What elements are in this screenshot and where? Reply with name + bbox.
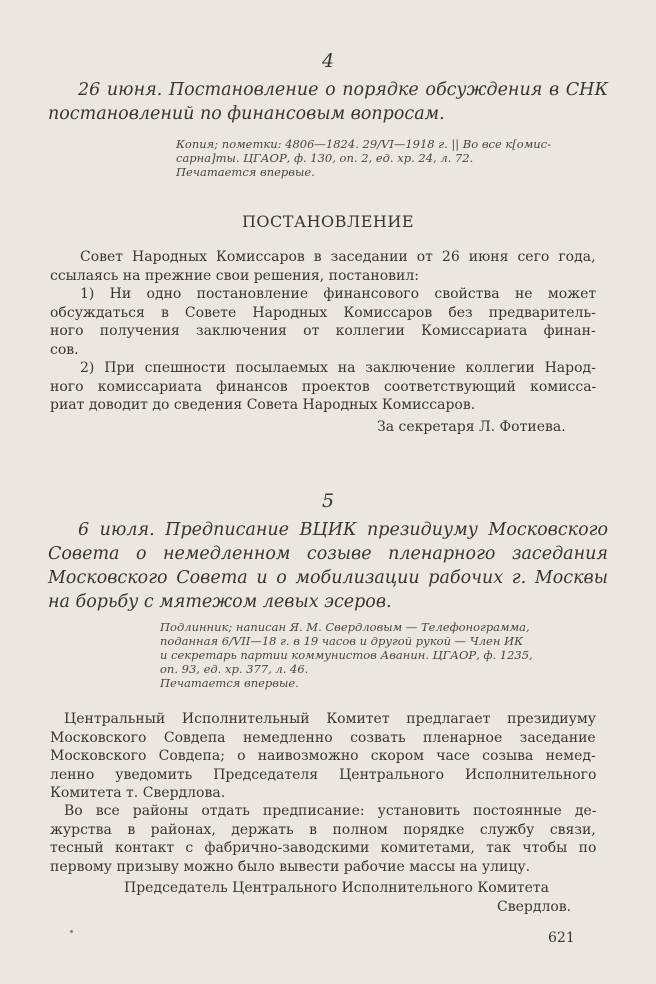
text-line: Комитета т. Свердлова. (50, 785, 226, 802)
source-line: Копия; пометки: 4806—1824. 29/VI—1918 г. || Во все к[омис- (176, 137, 551, 151)
text-line: Московского Совдепа немедленно созвать пленарное заседание (50, 729, 596, 746)
text-line: Московского Совдепа; о наивозможно скором часе созыва немед- (50, 748, 596, 765)
doc5-number: 5 (321, 490, 335, 512)
text-line: 2) При спешности посылаемых на заключение коллегии Народ- (80, 360, 596, 376)
source-line: поданная 6/VII—18 г. в 19 часов и другой рукой — Член ИК (160, 634, 524, 648)
text-line: ленно уведомить Председателя Центрального Исполнительного (50, 766, 597, 783)
source-line: Печатается впервые. (176, 165, 315, 179)
source-line: оп. 93, ед. хр. 377, л. 46. (160, 662, 309, 676)
text-line: ссылаясь на прежние свои решения, постановил: (50, 267, 419, 284)
doc5-paragraph-2 (50, 802, 596, 876)
text-line: Во все районы отдать предписание: установить постоянные де- (64, 803, 597, 819)
doc5-source-note (160, 620, 533, 690)
text-line: журства в районах, держать в полном порядке службу связи, (50, 821, 596, 838)
doc4-title: ПОСТАНОВЛЕНИЕ (241, 212, 415, 231)
doc4-paragraph-3 (50, 359, 596, 415)
doc4-paragraph-2 (50, 285, 596, 359)
source-line: сарна]ты. ЦГАОР, ф. 130, оп. 2, ед. хр. 24, л. 72. (176, 151, 474, 165)
text-line: первому призыву можно было вывести рабочие массы на улицу. (50, 858, 531, 875)
text-line: сов. (50, 341, 79, 358)
doc5-signature-title: Председатель Центрального Исполнительного Комитета (124, 880, 550, 896)
doc5-signature-name: Свердлов. (497, 899, 572, 915)
page-number: 621 (548, 930, 575, 946)
doc4-number: 4 (321, 50, 335, 72)
text-line: 1) Ни одно постановление финансового свойства не может (80, 286, 597, 302)
text-line: Центральный Исполнительный Комитет предлагает президиуму (64, 711, 596, 727)
doc4-source-note (176, 137, 551, 179)
text-line: риат доводит до сведения Совета Народных Комиссаров. (50, 397, 476, 414)
page-mark (70, 930, 73, 933)
text-line: обсуждаться в Совете Народных Комиссаров без предваритель- (50, 304, 596, 321)
source-line: Подлинник; написан Я. М. Свердловым — Телефонограмма, (160, 620, 530, 634)
doc4-signature: За секретаря Л. Фотиева. (377, 419, 566, 435)
text-line: ного получения заключения от коллегии Комиссариата финан- (50, 323, 596, 340)
doc4-heading: 26 июня. Постановление о порядке обсуждения в СНК постановлений по финансовым вопросам. (48, 80, 608, 124)
text-line: Совет Народных Комиссаров в заседании от 26 июня сего года, (80, 249, 596, 265)
doc5-paragraph-1 (50, 710, 596, 803)
text-line: тесный контакт с фабрично-заводскими комитетами, так чтобы по (50, 840, 597, 857)
text-line: ного комиссариата финансов проектов соответствующий комисса- (50, 378, 597, 395)
source-line: Печатается впервые. (160, 676, 299, 690)
doc5-heading: 6 июля. Предписание ВЦИК президиуму Московского Совета о немедленном созыве пленарного заседания Московского Совета и о мобилизации рабочих г. Москвы на борьбу с мятежом левых эсеров. (48, 520, 608, 612)
source-line: и секретарь партии коммунистов Аванин. ЦГАОР, ф. 1235, (160, 648, 533, 662)
doc4-paragraph-1 (50, 248, 596, 285)
